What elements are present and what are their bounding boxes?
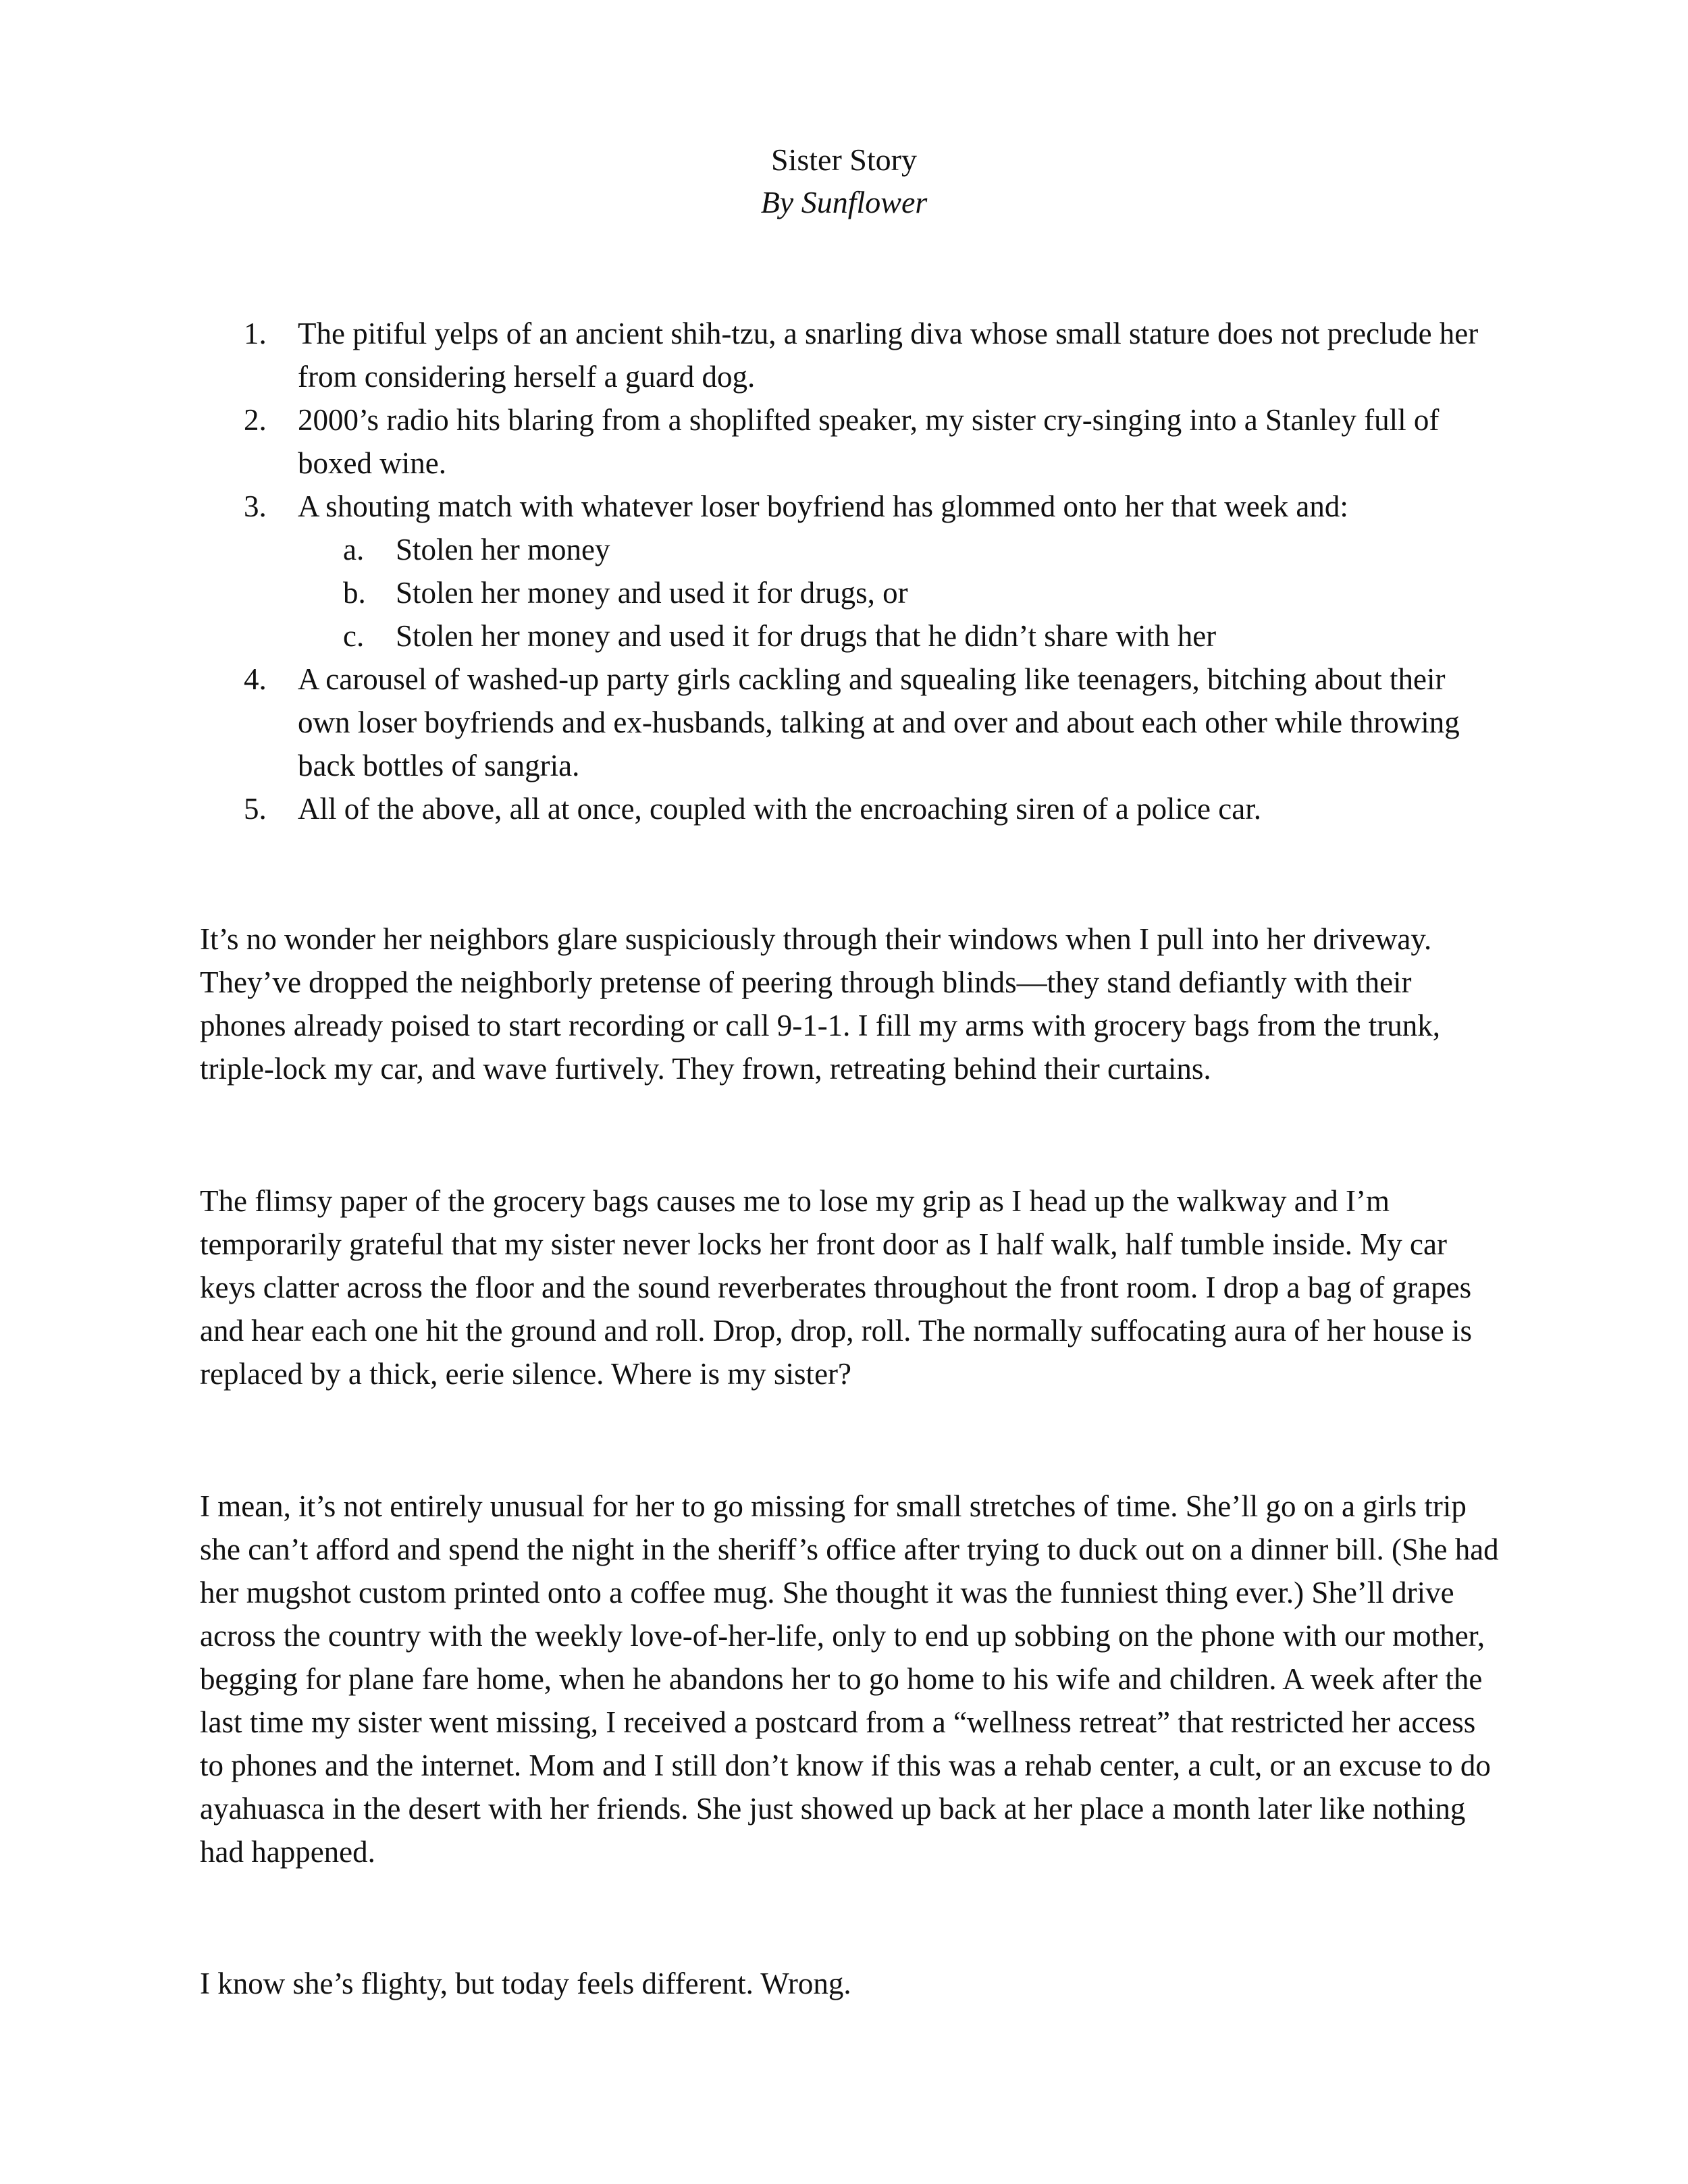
paragraph: I know she’s flighty, but today feels different. Wrong.	[200, 1967, 851, 2000]
list-item-number: 4.	[244, 662, 267, 696]
sublist-item-text: Stolen her money and used it for drugs, or	[396, 576, 908, 610]
list-item	[200, 658, 1503, 787]
numbered-list	[200, 312, 1503, 830]
list-item	[200, 485, 1503, 528]
list-item-text: A carousel of washed-up party girls cackling and squealing like teenagers, bitching about their own loser boyfriends and ex-husbands, talking at and over and about each other while throwing back bottles of sangria.	[298, 662, 1460, 782]
list-item-text: All of the above, all at once, coupled with the encroaching siren of a police car.	[298, 792, 1261, 826]
document-title: Sister Story	[771, 142, 917, 177]
sublist-item-letter: b.	[343, 576, 366, 610]
list-item-number: 5.	[244, 792, 267, 826]
lettered-sublist	[200, 528, 1503, 658]
sublist-item	[200, 614, 1503, 658]
list-item	[200, 312, 1503, 398]
list-item-text: 2000’s radio hits blaring from a shoplifted speaker, my sister cry-singing into a Stanley full of boxed wine.	[298, 403, 1440, 480]
list-item-text: A shouting match with whatever loser boyfriend has glommed onto her that week and:	[298, 489, 1348, 523]
list-item	[200, 787, 1503, 830]
sublist-item-letter: a.	[343, 533, 365, 566]
sublist-item-letter: c.	[343, 619, 365, 653]
paragraph: I mean, it’s not entirely unusual for her to go missing for small stretches of time. She’ll go on a girls trip she can’t afford and spend the night in the sheriff’s office after trying to duck out on a dinner bill. (She had her mugshot custom printed onto a coffee mug. She thought it was the funniest thing ever.) She’ll drive across the country with the weekly love-of-her-life, only to end up sobbing on the phone with our mother, begging for plane fare home, when he abandons her to go home to his wife and children. A week after the last time my sister went missing, I received a postcard from a “wellness retreat” that restricted her access to phones and the internet. Mom and I still don’t know if this was a rehab center, a cult, or an excuse to do ayahuasca in the desert with her friends. She just showed up back at her place a month later like nothing had happened.	[200, 1489, 1499, 1869]
sublist-item	[200, 528, 1503, 571]
sublist-item-text: Stolen her money and used it for drugs that he didn’t share with her	[396, 619, 1217, 653]
sublist-item-text: Stolen her money	[396, 533, 610, 566]
list-item	[200, 398, 1503, 485]
paragraph: The flimsy paper of the grocery bags causes me to lose my grip as I head up the walkway and I’m temporarily grateful that my sister never locks her front door as I half walk, half tumble inside. My car keys clatter across the floor and the sound reverberates throughout the front room. I drop a bag of grapes and hear each one hit the ground and roll. Drop, drop, roll. The normally suffocating aura of her house is replaced by a thick, eerie silence. Where is my sister?	[200, 1184, 1473, 1391]
list-item-number: 2.	[244, 403, 267, 437]
sublist-item	[200, 571, 1503, 614]
paragraph: It’s no wonder her neighbors glare suspiciously through their windows when I pull into her driveway. They’ve dropped the neighborly pretense of peering through blinds—they stand defiantly with their phones already poised to start recording or call 9-1-1. I fill my arms with grocery bags from the trunk, triple-lock my car, and wave furtively. They frown, retreating behind their curtains.	[200, 922, 1440, 1086]
list-item-number: 1.	[244, 317, 267, 350]
list-item-number: 3.	[244, 489, 267, 523]
document-author: By Sunflower	[760, 185, 928, 219]
list-item-text: The pitiful yelps of an ancient shih-tzu, a snarling diva whose small stature does not preclude her from considering herself a guard dog.	[298, 317, 1479, 394]
